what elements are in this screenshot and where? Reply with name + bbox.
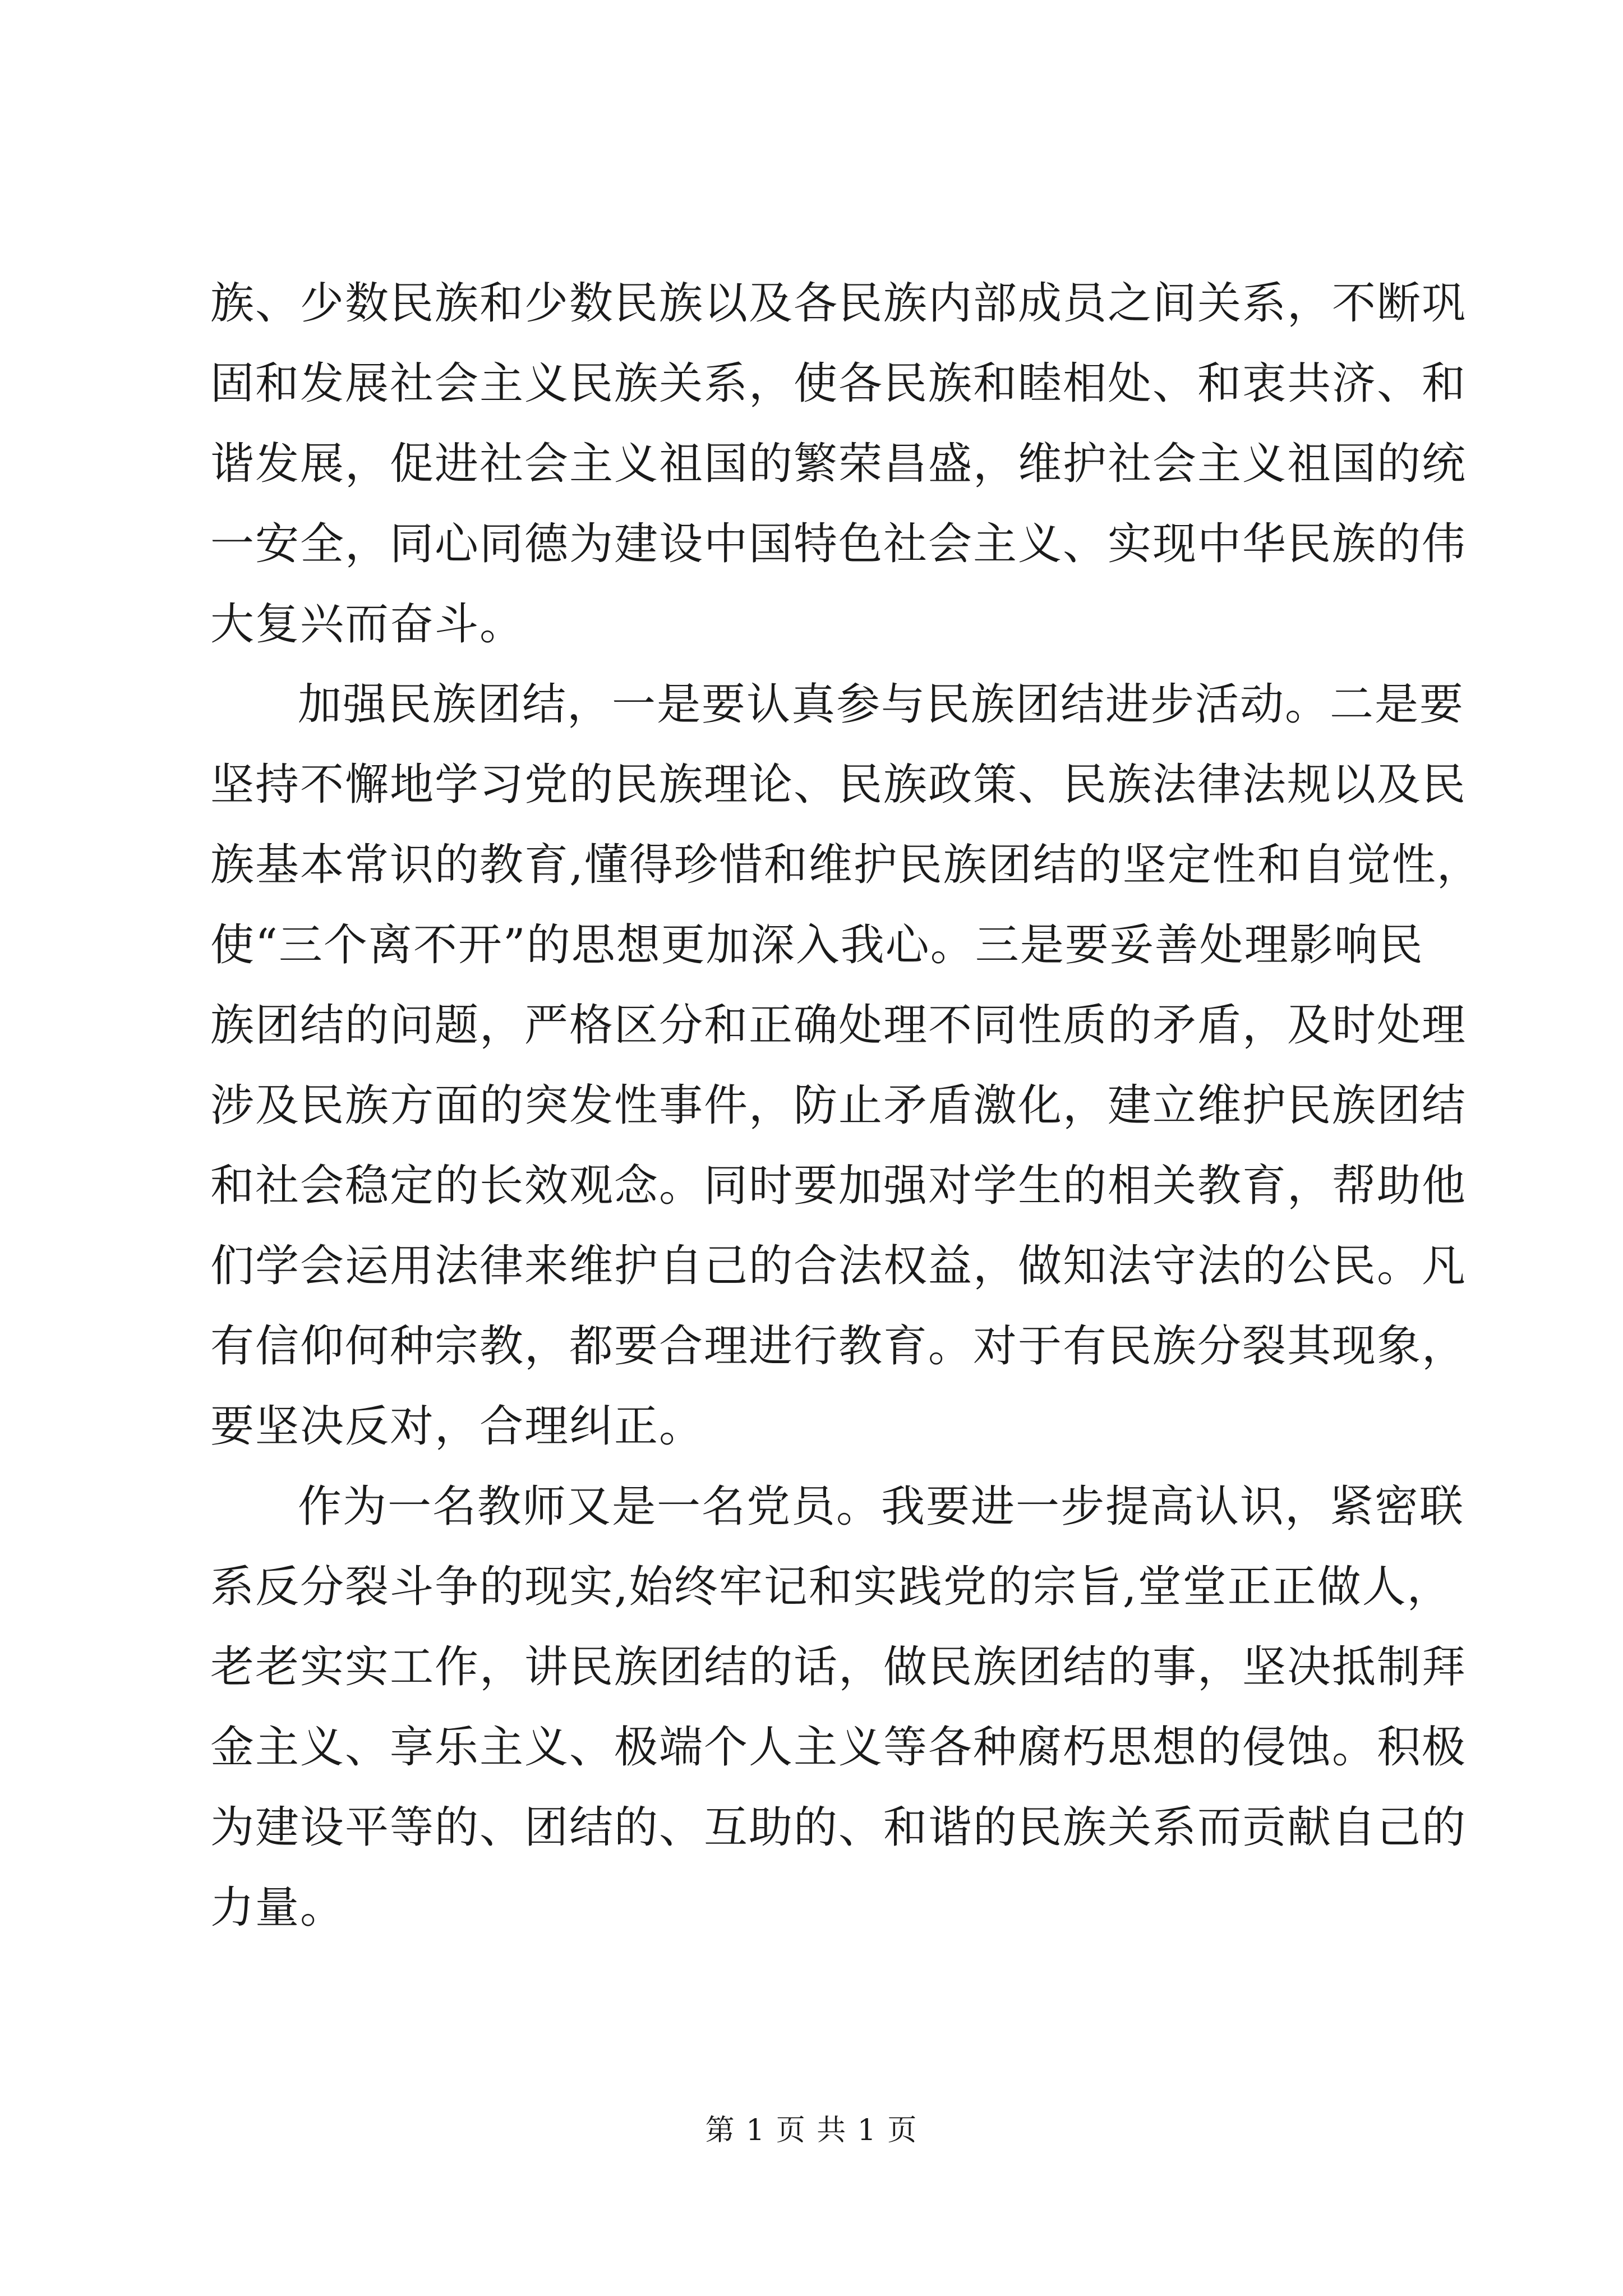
text-line: 加强民族团结，一是要认真参与民族团结进步活动。二是要 [298,679,1465,730]
text-line: 老老实实工作，讲民族团结的话，做民族团结的事，坚决抵制拜 [210,1642,1467,1692]
text-line: 坚持不懈地学习党的民族理论、民族政策、民族法律法规以及民 [210,760,1467,810]
text-line: 要坚决反对，合理纠正。 [210,1401,704,1452]
text-line: 和社会稳定的长效观念。同时要加强对学生的相关教育，帮助他 [210,1161,1467,1211]
page-footer: 第 1 页 共 1 页 [705,2114,918,2147]
document-body [210,264,1482,1948]
text-line: 涉及民族方面的突发性事件，防止矛盾激化，建立维护民族团结 [210,1080,1467,1131]
text-line: 力量。 [210,1883,345,1933]
text-line: 作为一名教师又是一名党员。我要进一步提高认识，紧密联 [298,1481,1465,1532]
text-line: 大复兴而奋斗。 [210,599,525,650]
text-line: 族、少数民族和少数民族以及各民族内部成员之间关系，不断巩 [210,278,1467,329]
text-line: 们学会运用法律来维护自己的合法权益，做知法守法的公民。凡 [210,1241,1467,1291]
text-line: 族基本常识的教育,懂得珍惜和维护民族团结的坚定性和自觉性， [210,840,1482,890]
text-line: 系反分裂斗争的现实,始终牢记和实践党的宗旨,堂堂正正做人， [210,1562,1452,1612]
text-line: 一安全，同心同德为建设中国特色社会主义、实现中华民族的伟 [210,519,1467,569]
text-line: 金主义、享乐主义、极端个人主义等各种腐朽思想的侵蚀。积极 [210,1722,1467,1773]
text-line: 固和发展社会主义民族关系，使各民族和睦相处、和衷共济、和 [210,358,1467,409]
paragraph [210,1467,1467,1948]
text-line: 族团结的问题，严格区分和正确处理不同性质的矛盾，及时处理 [210,1000,1467,1051]
paragraph [210,665,1482,1467]
text-line: 谐发展，促进社会主义祖国的繁荣昌盛，维护社会主义祖国的统 [210,439,1467,489]
text-line: 使“三个离不开”的思想更加深入我心。三是要妥善处理影响民 [210,920,1424,970]
text-line: 为建设平等的、团结的、互助的、和谐的民族关系而贡献自己的 [210,1802,1467,1853]
text-line: 有信仰何种宗教，都要合理进行教育。对于有民族分裂其现象， [210,1321,1467,1372]
paragraph [210,264,1467,665]
